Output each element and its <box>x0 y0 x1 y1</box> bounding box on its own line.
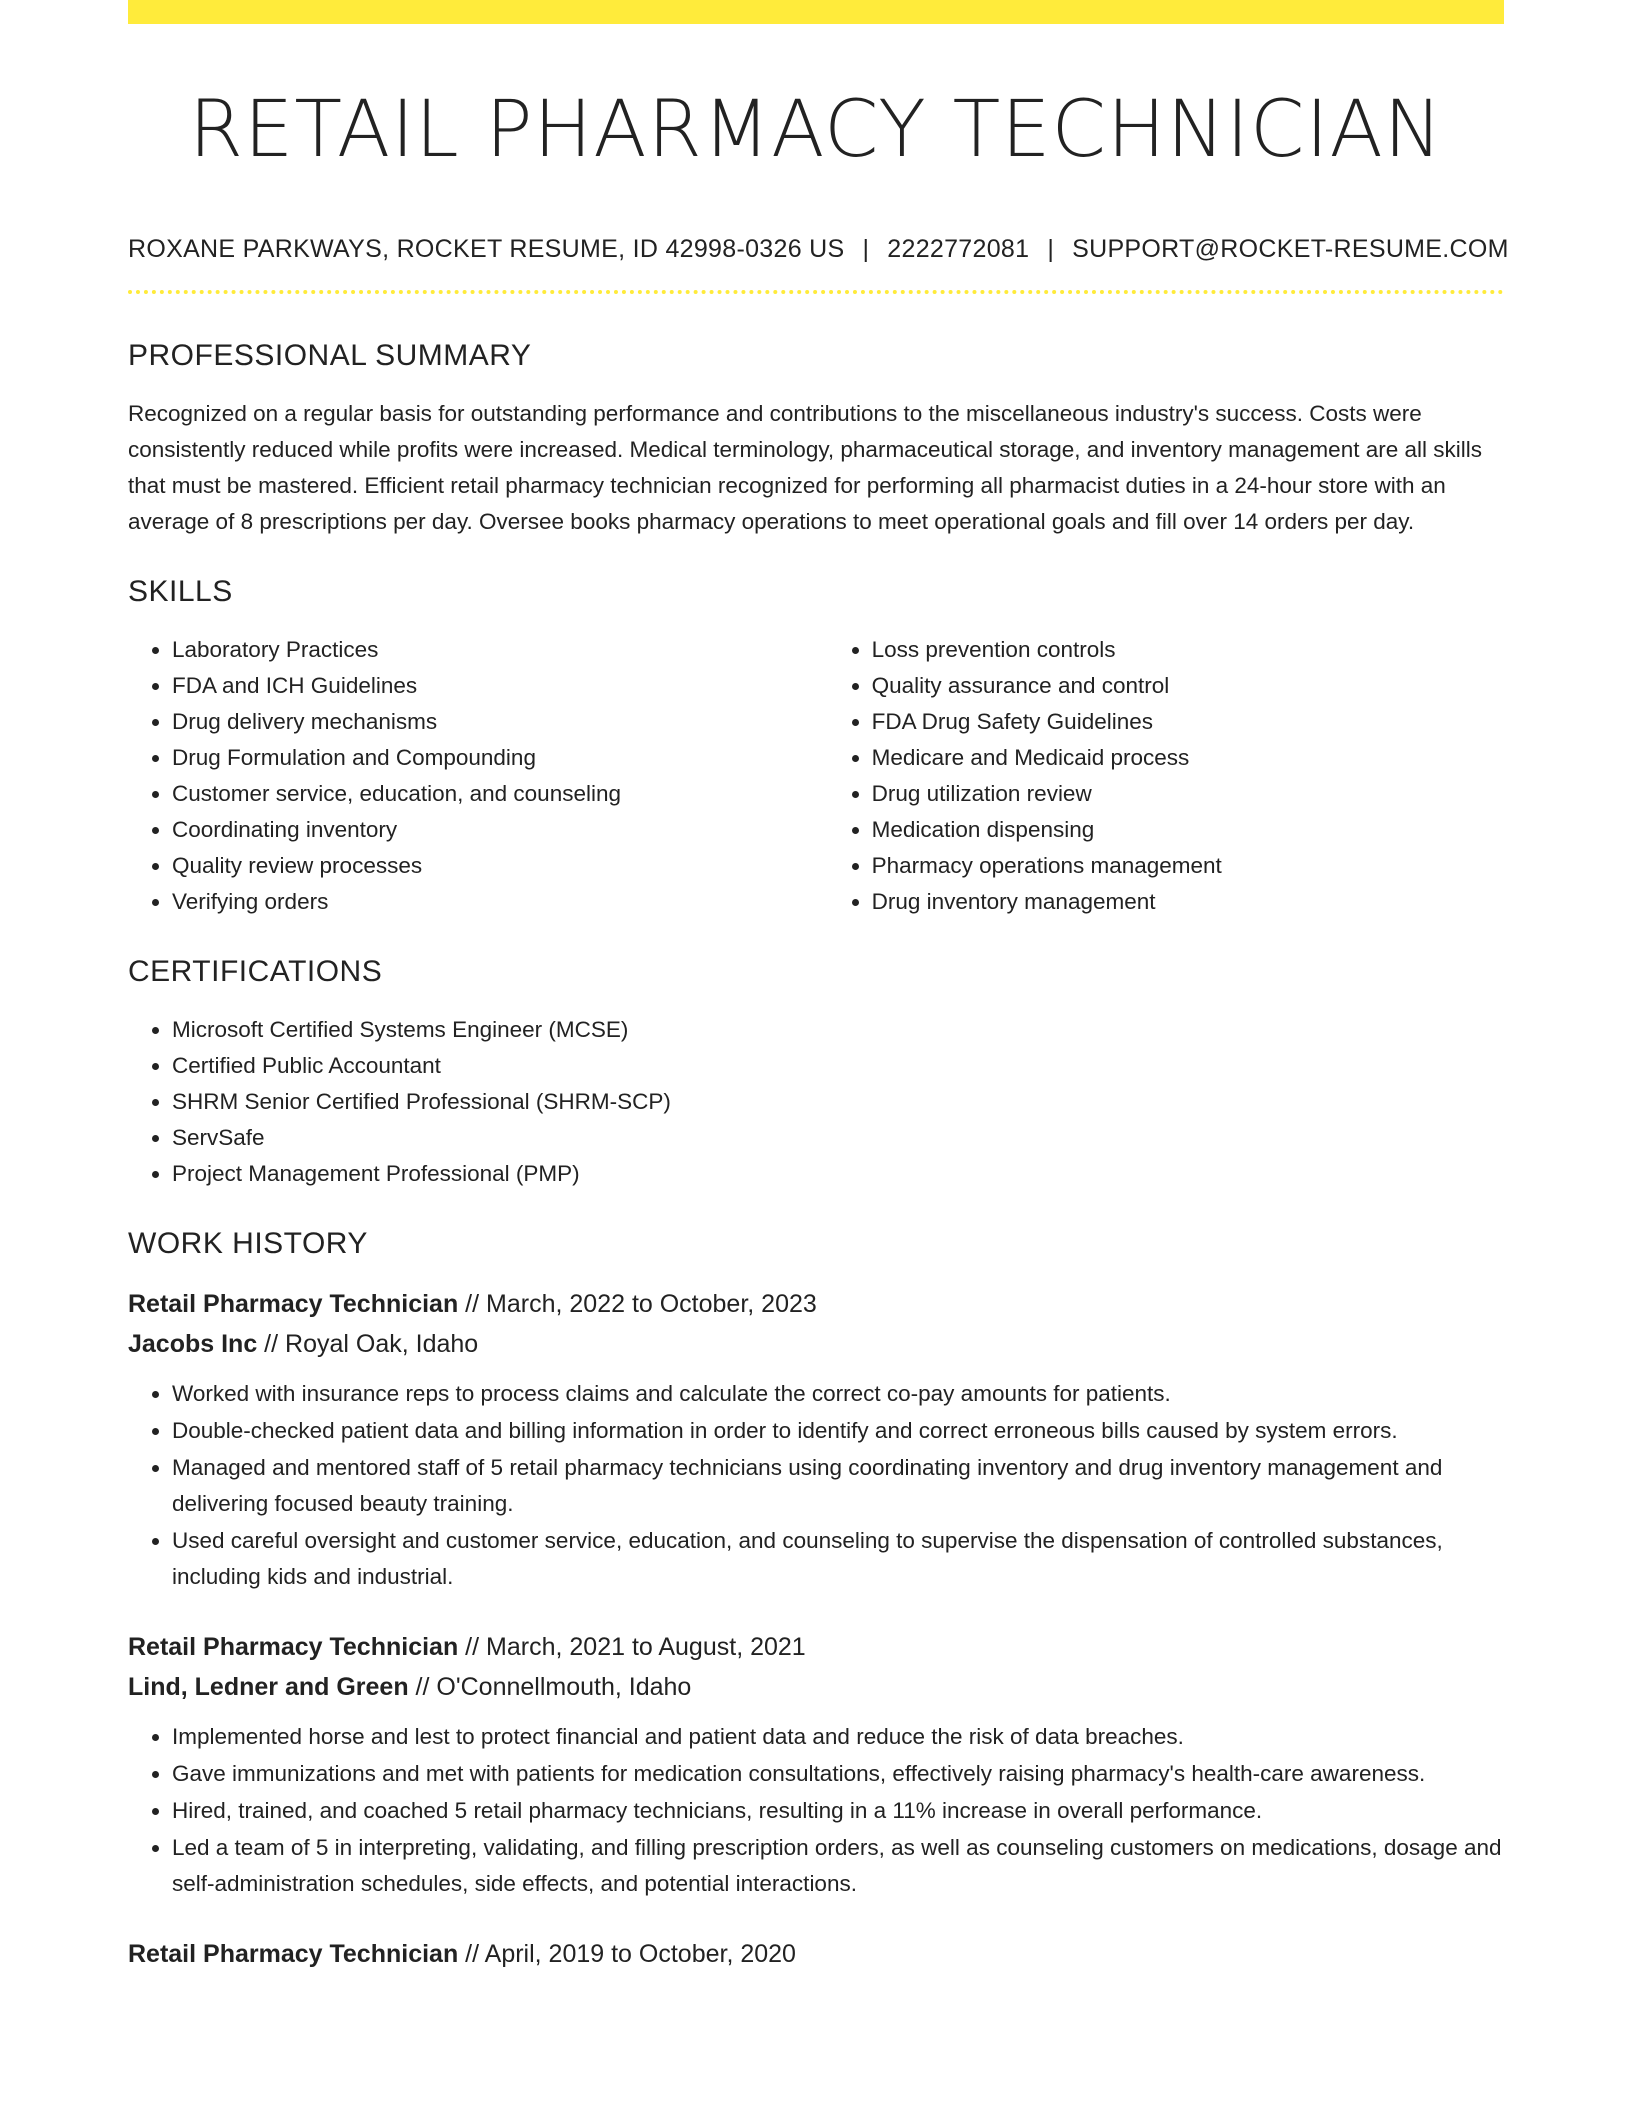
job-title: Retail Pharmacy Technician <box>128 1633 459 1661</box>
skill-item: • FDA and ICH Guidelines <box>172 668 828 704</box>
contact-email: SUPPORT@ROCKET-RESUME.COM <box>1072 235 1509 263</box>
contact-separator: | <box>1047 235 1055 263</box>
skills-heading: SKILLS <box>128 575 233 608</box>
job-bullet: • Hired, trained, and coached 5 retail pharmacy technicians, resulting in a 11% increase in overall performance. <box>172 1793 1504 1829</box>
skill-item: • Medicare and Medicaid process <box>872 740 1504 776</box>
skill-item: • Drug Formulation and Compounding <box>172 740 828 776</box>
skills-grid <box>128 632 1504 920</box>
skill-item: • Customer service, education, and counseling <box>172 776 828 812</box>
job-delimiter: // <box>458 1940 485 1968</box>
contact-address: ROXANE PARKWAYS, ROCKET RESUME, ID 42998-0326 US <box>128 235 845 263</box>
certification-item: • SHRM Senior Certified Professional (SHRM-SCP) <box>172 1084 1504 1120</box>
job-bullet: • Managed and mentored staff of 5 retail pharmacy technicians using coordinating inventory and drug inventory management and delivering focused beauty training. <box>172 1450 1504 1522</box>
resume-title: RETAIL PHARMACY TECHNICIAN <box>188 85 1444 175</box>
job-title: Retail Pharmacy Technician <box>128 1940 459 1968</box>
skill-item: • Quality review processes <box>172 848 828 884</box>
skill-item: • Pharmacy operations management <box>872 848 1504 884</box>
contact-phone: 2222772081 <box>887 235 1030 263</box>
job-delimiter: // <box>257 1330 286 1358</box>
certification-item: • Microsoft Certified Systems Engineer (MCSE) <box>172 1012 1504 1048</box>
skill-item: • Laboratory Practices <box>172 632 828 668</box>
job-title: Retail Pharmacy Technician <box>128 1290 459 1318</box>
skill-item: • FDA Drug Safety Guidelines <box>872 704 1504 740</box>
work-history-heading: WORK HISTORY <box>128 1227 368 1260</box>
summary-text: Recognized on a regular basis for outstanding performance and contributions to the miscellaneous industry's success. Costs were consistently reduced while profits were increased. Medical terminology, pharmaceutical storage, and inventory management are all skills that must be mastered. Efficient retail pharmacy technician recognized for performing all pharmacist duties in a 24-hour store with an average of 8 prescriptions per day. Oversee books pharmacy operations to meet operational goals and fill over 14 orders per day. <box>128 401 1482 534</box>
job-dates: April, 2019 to October, 2020 <box>484 1940 796 1968</box>
job-title-line <box>128 1284 1504 1324</box>
certification-item: • Certified Public Accountant <box>172 1048 1504 1084</box>
job-bullet: • Used careful oversight and customer service, education, and counseling to supervise the dispensation of controlled substances, including kids and industrial. <box>172 1523 1504 1595</box>
contact-separator: | <box>862 235 870 263</box>
job-entry <box>128 1627 1504 1902</box>
job-dates: March, 2022 to October, 2023 <box>486 1290 817 1318</box>
skill-item: • Verifying orders <box>172 884 828 920</box>
skills-list-left <box>128 632 828 920</box>
job-location: Royal Oak, Idaho <box>285 1330 479 1358</box>
job-bullet: • Gave immunizations and met with patients for medication consultations, effectively raising pharmacy's health-care awareness. <box>172 1756 1504 1792</box>
job-bullet: • Led a team of 5 in interpreting, validating, and filling prescription orders, as well as counseling customers on medications, dosage and self-administration schedules, side effects, and potential interactions. <box>172 1830 1504 1902</box>
resume-content <box>128 0 1509 1974</box>
job-company-line <box>128 1324 1504 1364</box>
job-location: O'Connellmouth, Idaho <box>436 1673 692 1701</box>
job-bullets <box>128 1719 1504 1902</box>
skill-item: • Coordinating inventory <box>172 812 828 848</box>
certifications-list <box>128 1012 1504 1192</box>
dotted-divider <box>128 290 1504 294</box>
skills-list-right <box>828 632 1504 920</box>
skill-item: • Quality assurance and control <box>872 668 1504 704</box>
job-dates: March, 2021 to August, 2021 <box>486 1633 806 1661</box>
skill-item: • Drug delivery mechanisms <box>172 704 828 740</box>
job-company: Lind, Ledner and Green <box>128 1673 409 1701</box>
contact-info <box>128 234 1509 264</box>
job-title-line <box>128 1627 1504 1667</box>
summary-heading: PROFESSIONAL SUMMARY <box>128 339 532 372</box>
job-company-line <box>128 1667 1504 1707</box>
job-company: Jacobs Inc <box>128 1330 258 1358</box>
skill-item: • Drug inventory management <box>872 884 1504 920</box>
skill-item: • Drug utilization review <box>872 776 1504 812</box>
certifications-heading: CERTIFICATIONS <box>128 955 383 988</box>
skill-item: • Loss prevention controls <box>872 632 1504 668</box>
job-bullet: • Double-checked patient data and billing information in order to identify and correct erroneous bills caused by system errors. <box>172 1413 1504 1449</box>
job-bullet: • Worked with insurance reps to process claims and calculate the correct co-pay amounts for patients. <box>172 1376 1504 1412</box>
job-delimiter: // <box>458 1290 487 1318</box>
job-bullet: • Implemented horse and lest to protect financial and patient data and reduce the risk of data breaches. <box>172 1719 1504 1755</box>
job-entry <box>128 1934 1504 1974</box>
certification-item: • ServSafe <box>172 1120 1504 1156</box>
job-title-line <box>128 1934 1504 1974</box>
job-entry <box>128 1284 1504 1595</box>
skill-item: • Medication dispensing <box>872 812 1504 848</box>
job-delimiter: // <box>408 1673 437 1701</box>
certification-item: • Project Management Professional (PMP) <box>172 1156 1504 1192</box>
job-bullets <box>128 1376 1504 1595</box>
job-delimiter: // <box>458 1633 487 1661</box>
